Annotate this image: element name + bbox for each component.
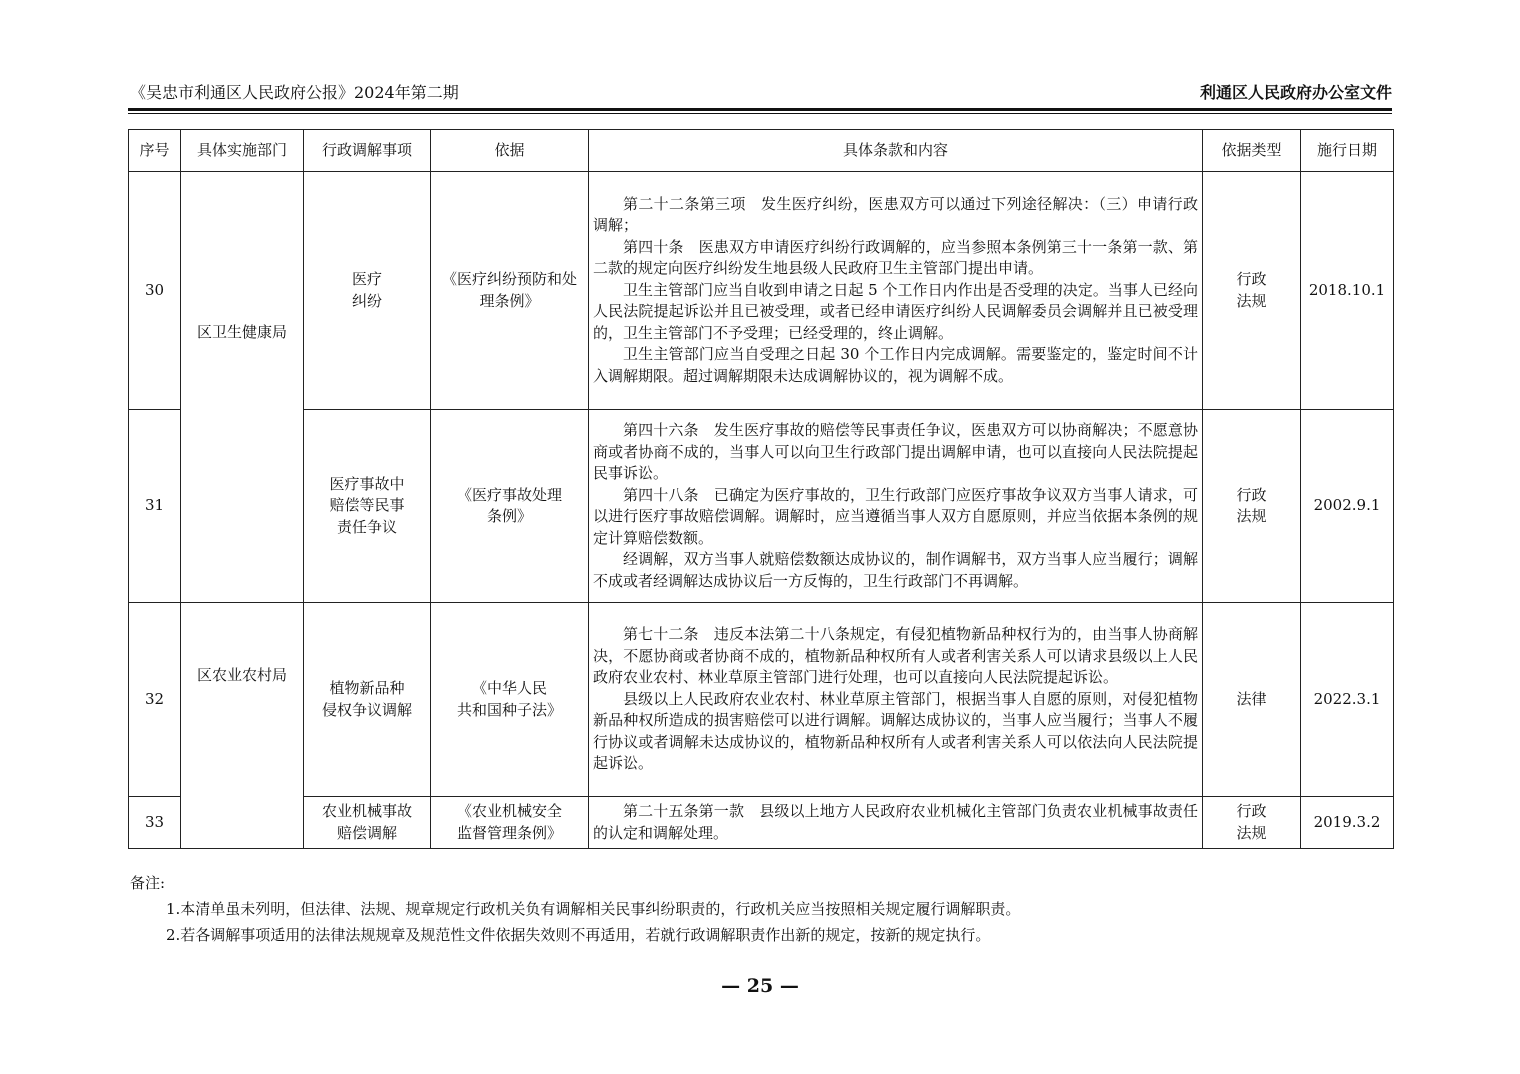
row-number: 31 xyxy=(129,410,181,603)
page-number: — 25 — xyxy=(721,975,799,997)
col-header-type: 依据类型 xyxy=(1203,130,1301,172)
col-header-department: 具体实施部门 xyxy=(181,130,304,172)
table-row xyxy=(129,410,1394,603)
col-header-date: 施行日期 xyxy=(1301,130,1394,172)
type-cell: 行政 法规 xyxy=(1203,172,1301,410)
note-item: 1.本清单虽未列明，但法律、法规、规章规定行政机关负有调解相关民事纠纷职责的，行政机关应当按照相关规定履行调解职责。 xyxy=(166,900,1021,918)
notes-title: 备注: xyxy=(130,874,166,892)
content-paragraph: 县级以上人民政府农业农村、林业草原主管部门，根据当事人自愿的原则，对侵犯植物新品种权所造成的损害赔偿可以进行调解。调解达成协议的，当事人应当履行；当事人不履行协议或者调解未达成协议的，植物新品种权所有人或者利害关系人可以依法向人民法院提起诉讼。 xyxy=(593,689,1198,773)
content-cell xyxy=(589,797,1203,849)
basis-cell: 《中华人民 共和国种子法》 xyxy=(431,603,589,797)
row-number: 33 xyxy=(129,797,181,849)
type-cell: 行政 法规 xyxy=(1203,410,1301,603)
type-cell: 行政 法规 xyxy=(1203,797,1301,849)
table-row xyxy=(129,172,1394,410)
department-cell: 区卫生健康局 xyxy=(181,172,304,603)
content-paragraph: 第四十八条 已确定为医疗事故的，卫生行政部门应医疗事故争议双方当事人请求，可以进行医疗事故赔偿调解。调解时，应当遵循当事人双方自愿原则，并应当依据本条例的规定计算赔偿数额。 xyxy=(593,485,1198,547)
date-cell: 2018.10.1 xyxy=(1301,172,1394,410)
date-cell: 2019.3.2 xyxy=(1301,797,1394,849)
mediation-table xyxy=(128,129,1394,849)
row-number: 30 xyxy=(129,172,181,410)
header-office-name: 利通区人民政府办公室文件 xyxy=(1199,83,1392,102)
basis-cell: 《医疗事故处理 条例》 xyxy=(431,410,589,603)
matter-cell: 农业机械事故 赔偿调解 xyxy=(304,797,431,849)
content-cell xyxy=(589,172,1203,410)
basis-cell: 《医疗纠纷预防和处理条例》 xyxy=(431,172,589,410)
header-rule-thin xyxy=(128,113,1392,114)
type-cell: 法律 xyxy=(1203,603,1301,797)
header-publication-title: 《吴忠市利通区人民政府公报》2024年第二期 xyxy=(130,83,459,102)
table-row xyxy=(129,603,1394,797)
content-cell xyxy=(589,603,1203,797)
notes-section xyxy=(130,870,1020,948)
content-paragraph: 卫生主管部门应当自收到申请之日起 5 个工作日内作出是否受理的决定。当事人已经向人民法院提起诉讼并且已被受理，或者已经申请医疗纠纷人民调解委员会调解并且已被受理的，卫生主管部门不予受理；已经受理的，终止调解。 xyxy=(593,280,1198,342)
content-paragraph: 第四十六条 发生医疗事故的赔偿等民事责任争议，医患双方可以协商解决；不愿意协商或者协商不成的，当事人可以向卫生行政部门提出调解申请，也可以直接向人民法院提起民事诉讼。 xyxy=(593,421,1198,482)
content-paragraph: 经调解，双方当事人就赔偿数额达成协议的，制作调解书，双方当事人应当履行；调解不成或者经调解达成协议后一方反悔的，卫生行政部门不再调解。 xyxy=(593,550,1198,590)
matter-cell: 植物新品种 侵权争议调解 xyxy=(304,603,431,797)
matter-cell: 医疗事故中 赔偿等民事 责任争议 xyxy=(304,410,431,603)
table-header-row xyxy=(129,130,1394,172)
table-row xyxy=(129,797,1394,849)
col-header-content: 具体条款和内容 xyxy=(589,130,1203,172)
row-number: 32 xyxy=(129,603,181,797)
department-cell: 区农业农村局 xyxy=(181,603,304,849)
col-header-no: 序号 xyxy=(129,130,181,172)
content-paragraph: 第二十五条第一款 县级以上地方人民政府农业机械化主管部门负责农业机械事故责任的认定和调解处理。 xyxy=(593,802,1198,842)
date-cell: 2002.9.1 xyxy=(1301,410,1394,603)
header-rule-thick xyxy=(128,108,1392,111)
basis-cell: 《农业机械安全 监督管理条例》 xyxy=(431,797,589,849)
content-paragraph: 卫生主管部门应当自受理之日起 30 个工作日内完成调解。需要鉴定的，鉴定时间不计入调解期限。超过调解期限未达成调解协议的，视为调解不成。 xyxy=(593,345,1198,385)
note-item: 2.若各调解事项适用的法律法规规章及规范性文件依据失效则不再适用，若就行政调解职责作出新的规定，按新的规定执行。 xyxy=(166,926,991,944)
content-paragraph: 第二十二条第三项 发生医疗纠纷，医患双方可以通过下列途径解决：（三）申请行政调解； xyxy=(593,194,1198,235)
col-header-matter: 行政调解事项 xyxy=(304,130,431,172)
content-cell xyxy=(589,410,1203,603)
content-paragraph: 第四十条 医患双方申请医疗纠纷行政调解的，应当参照本条例第三十一条第一款、第二款的规定向医疗纠纷发生地县级人民政府卫生主管部门提出申请。 xyxy=(593,237,1198,278)
content-paragraph: 第七十二条 违反本法第二十八条规定，有侵犯植物新品种权行为的，由当事人协商解决，不愿协商或者协商不成的，植物新品种权所有人或者利害关系人可以请求县级以上人民政府农业农村、林业草原主管部门进行处理，也可以直接向人民法院提起诉讼。 xyxy=(593,625,1198,687)
matter-cell: 医疗 纠纷 xyxy=(304,172,431,410)
date-cell: 2022.3.1 xyxy=(1301,603,1394,797)
col-header-basis: 依据 xyxy=(431,130,589,172)
